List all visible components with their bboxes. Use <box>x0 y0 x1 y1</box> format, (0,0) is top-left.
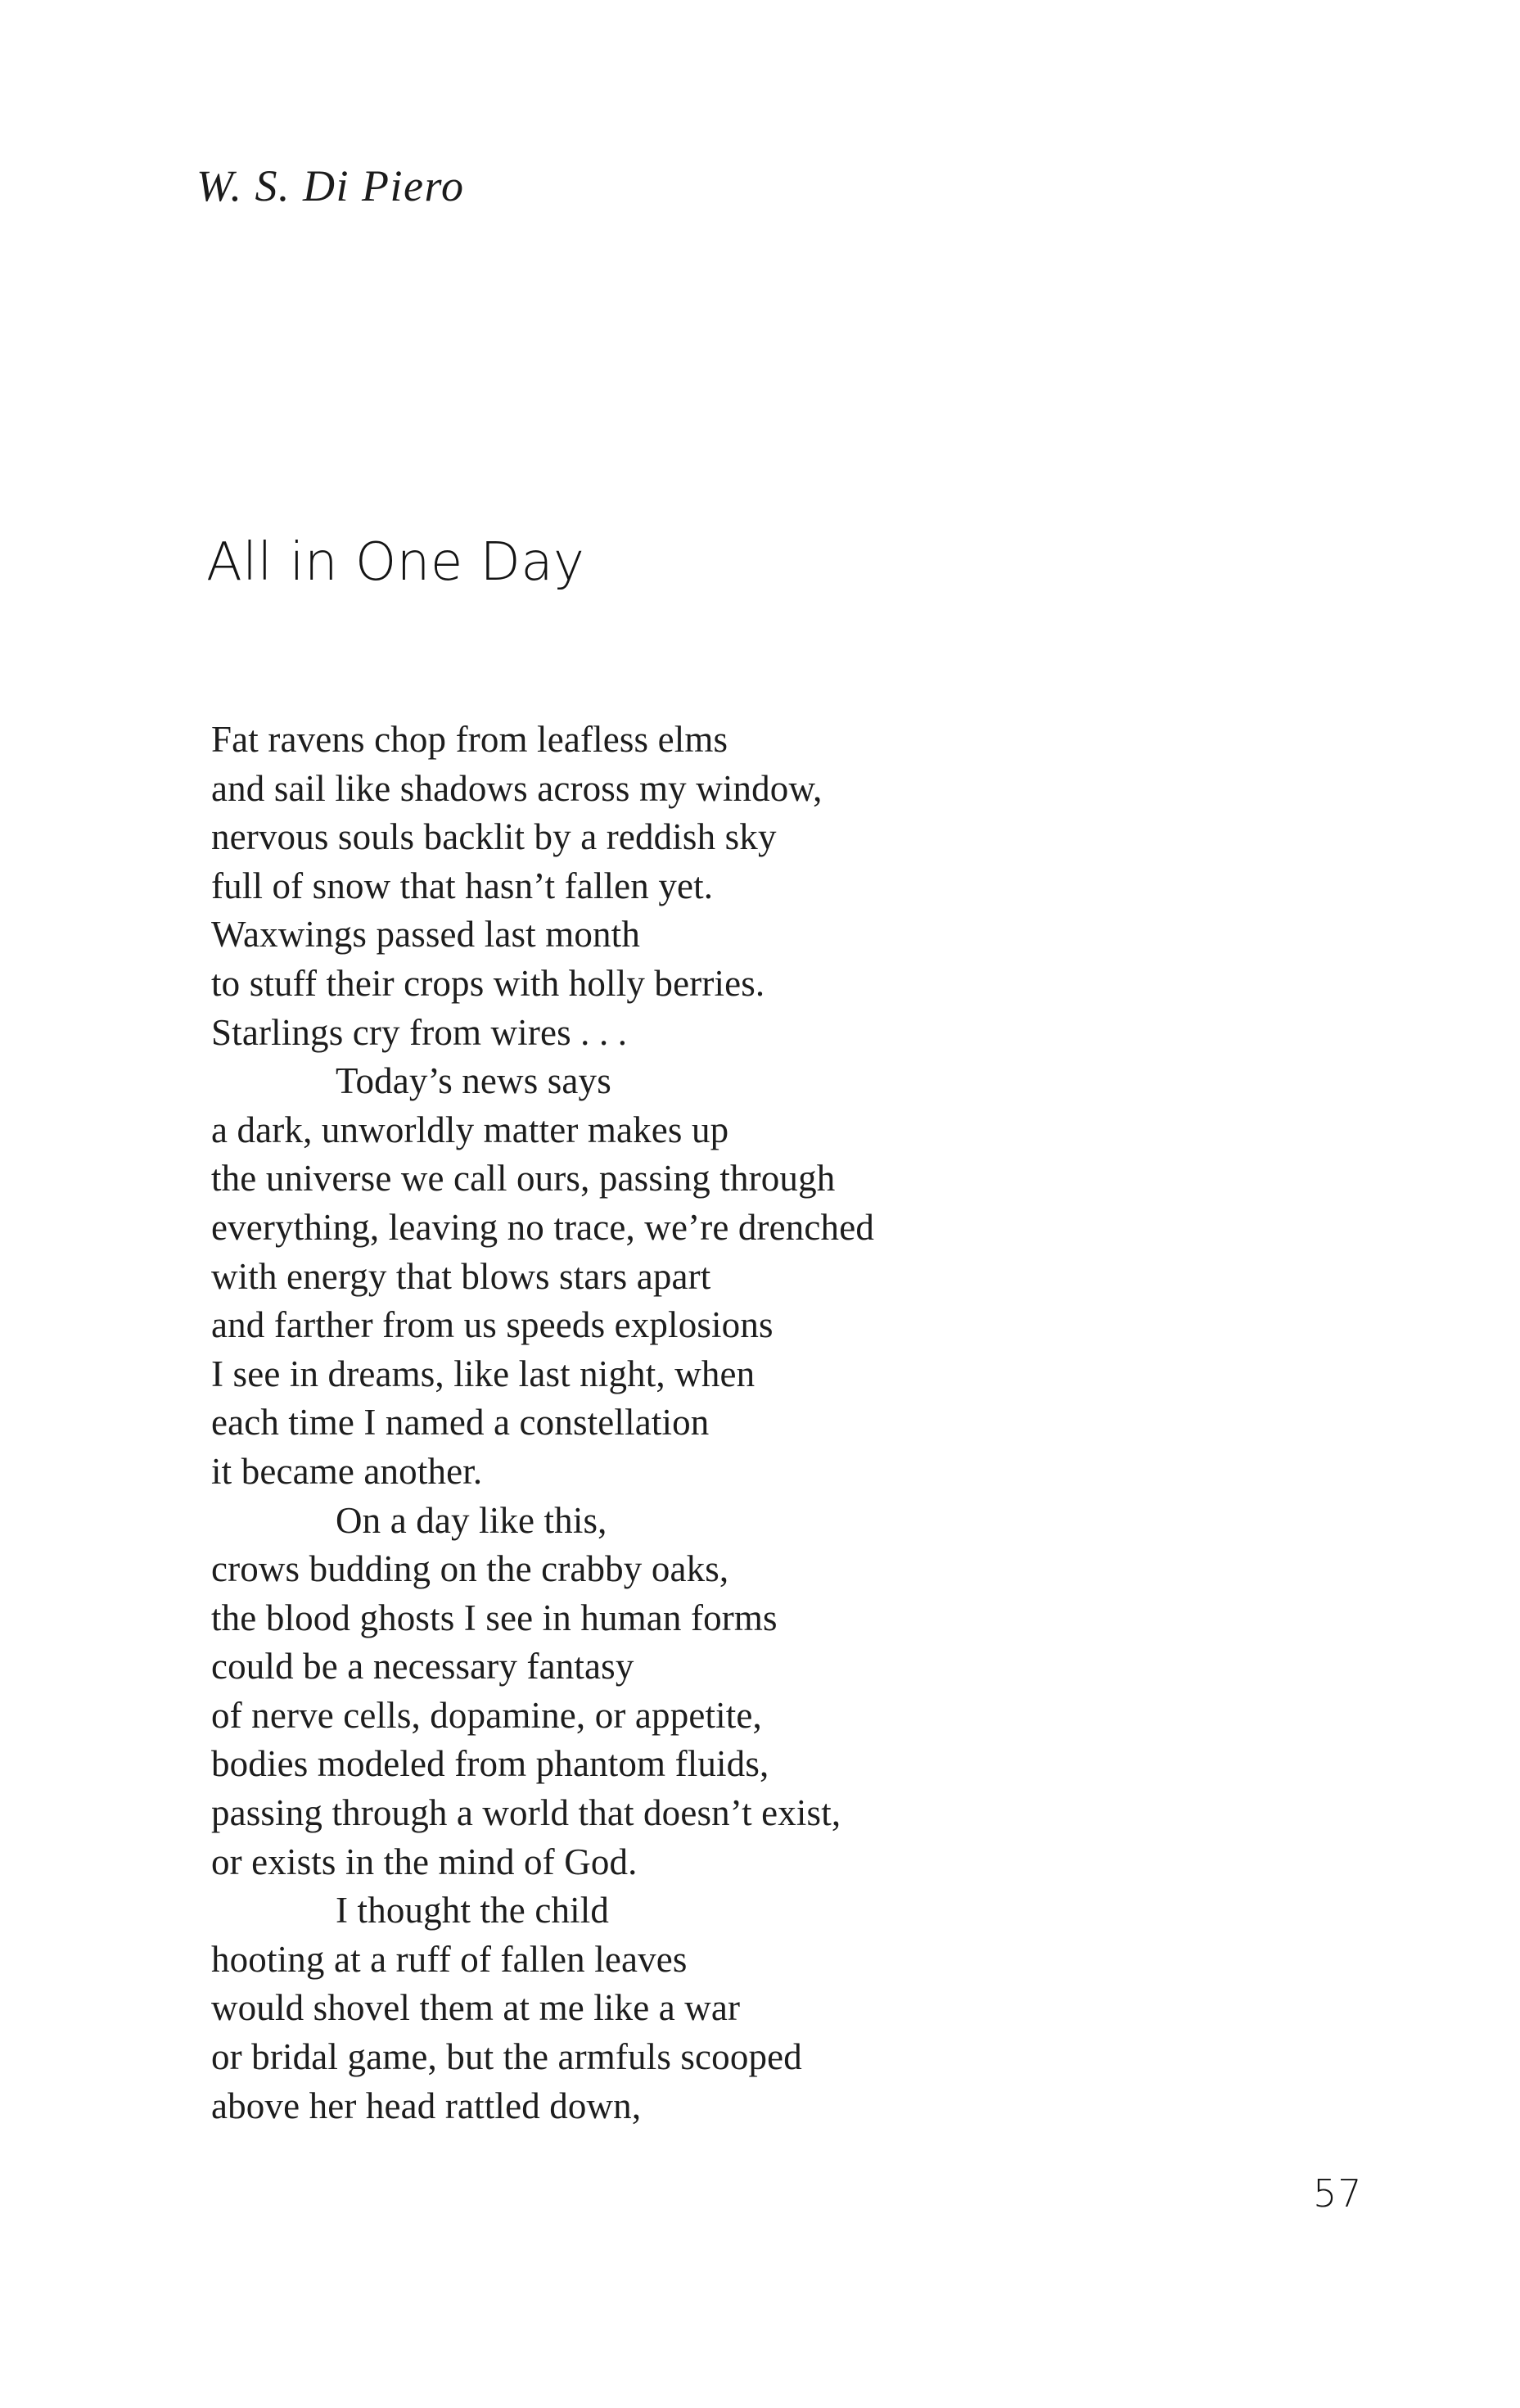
page-number: 57 <box>1313 2171 1363 2216</box>
poem-line: crows budding on the crabby oaks, <box>211 1548 729 1590</box>
poem-line: Starlings cry from wires . . . <box>211 1011 628 1053</box>
poem-line: the universe we call ours, passing through <box>211 1158 836 1199</box>
poem-line: or exists in the mind of God. <box>211 1841 638 1882</box>
poem-line: of nerve cells, dopamine, or appetite, <box>211 1694 762 1736</box>
poem-line: each time I named a constellation <box>211 1402 710 1443</box>
poem-line: full of snow that hasn’t fallen yet. <box>211 865 714 906</box>
poem-body <box>211 716 1243 2130</box>
poem-line: Today’s news says <box>336 1060 611 1102</box>
poem-line: passing through a world that doesn’t exist, <box>211 1792 841 1834</box>
poem-line: would shovel them at me like a war <box>211 1987 741 2029</box>
poem-line: Fat ravens chop from leafless elms <box>211 719 728 760</box>
poem-line: or bridal game, but the armfuls scooped <box>211 2036 802 2078</box>
poem-line: it became another. <box>211 1450 483 1492</box>
poem-line: above her head rattled down, <box>211 2085 642 2126</box>
poem-title: All in One Day <box>206 531 585 593</box>
poem-line: bodies modeled from phantom fluids, <box>211 1743 769 1785</box>
poem-line: I thought the child <box>336 1890 610 1931</box>
poem-line: a dark, unworldly matter makes up <box>211 1109 729 1150</box>
poem-line: hooting at a ruff of fallen leaves <box>211 1938 688 1980</box>
poem-line: nervous souls backlit by a reddish sky <box>211 816 777 858</box>
poem-line: I see in dreams, like last night, when <box>211 1353 755 1394</box>
author-name: W. S. Di Piero <box>196 161 465 210</box>
poem-line: to stuff their crops with holly berries. <box>211 962 765 1004</box>
poem-line: with energy that blows stars apart <box>211 1255 711 1297</box>
poem-line: and farther from us speeds explosions <box>211 1304 774 1346</box>
poem-line: On a day like this, <box>336 1499 607 1541</box>
poem-line: and sail like shadows across my window, <box>211 767 823 809</box>
poem-line: everything, leaving no trace, we’re drenched <box>211 1206 874 1248</box>
poem-line: Waxwings passed last month <box>211 914 640 956</box>
poem-line: the blood ghosts I see in human forms <box>211 1597 778 1638</box>
poem-line: could be a necessary fantasy <box>211 1646 634 1687</box>
